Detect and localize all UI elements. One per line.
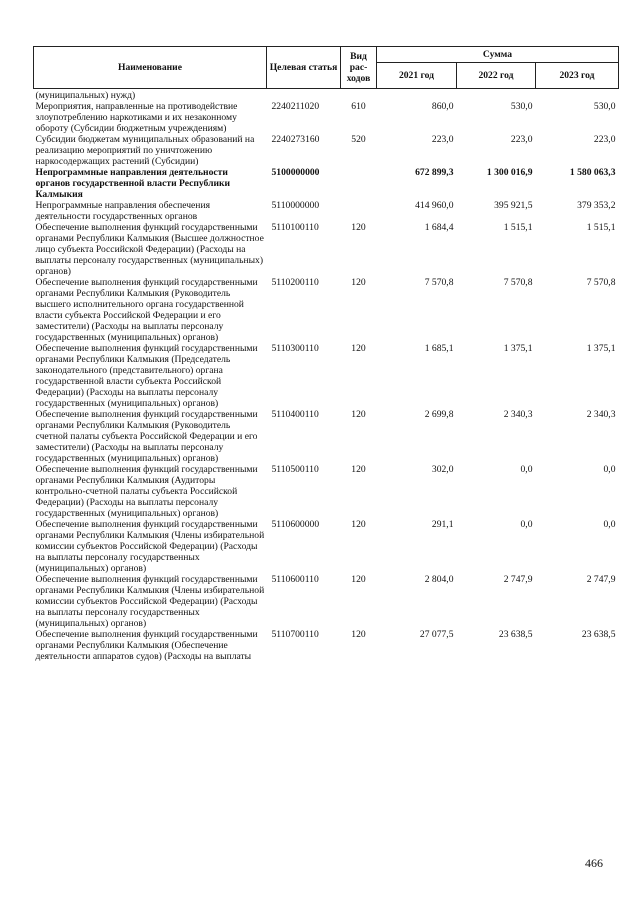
row-name: (муниципальных) нужд) [35,90,136,101]
row-code: 5110400110 [271,409,319,420]
row-name: Обеспечение выполнения функций государственными органами Республики Калмыкия (Высшее должностное лицо субъекта Российской Федерации) (Расходы на выплаты персоналу государственных (муниципальных) органов) [35,222,264,277]
row-code: 5110300110 [271,343,319,354]
row-vid: 120 [351,464,366,475]
row-vid: 520 [351,134,366,145]
row-name: Субсидии бюджетам муниципальных образований на реализацию мероприятий по уничтожению наркосодержащих растений (Субсидии) [35,134,255,167]
table-row [34,222,619,277]
row-code: 5110500110 [271,464,319,475]
row-2022: 0,0 [520,519,533,530]
row-2021: 7 570,8 [424,277,454,288]
row-code: 2240211020 [271,101,320,112]
row-2023: 530,0 [593,101,616,112]
row-2022: 1 515,1 [503,222,533,233]
table-row [34,519,619,574]
table-row [34,629,619,662]
row-2021: 1 685,1 [424,343,454,354]
row-code: 5110200110 [271,277,319,288]
header-code: Целевая статья [267,47,341,89]
row-code: 5110600110 [271,574,319,585]
row-vid [341,200,377,222]
row-code: 5100000000 [271,167,320,178]
table-row [34,277,619,343]
row-2021 [377,89,457,102]
row-2021: 2 804,0 [424,574,454,585]
row-vid: 120 [351,222,366,233]
row-code: 5110600000 [271,519,320,530]
row-name: Непрограммные направления обеспечения деятельности государственных органов [35,200,210,222]
table-body [34,89,619,663]
row-vid [341,167,377,200]
row-2021: 860,0 [431,101,454,112]
page-number: 466 [585,856,603,870]
row-2021: 302,0 [431,464,454,475]
table-row [34,134,619,167]
row-2022: 1 300 016,9 [486,167,533,178]
row-name: Мероприятия, направленные на противодействие злоупотреблению наркотиками и их незаконному обороту (Субсидии бюджетным учреждениям) [35,101,238,134]
row-vid: 120 [351,277,366,288]
row-2023: 2 747,9 [586,574,616,585]
row-code: 2240273160 [271,134,320,145]
header-vid: Вид рас-ходов [341,47,377,89]
row-name: Обеспечение выполнения функций государственными органами Республики Калмыкия (Руководитель высшего исполнительного органа государственной власти субъекта Российской Федерации и его заместители) (Расходы на выплаты персоналу государственных (муниципальных) органов) [35,277,258,343]
row-2022: 23 638,5 [498,629,533,640]
row-2022: 2 340,3 [503,409,533,420]
row-name: Обеспечение выполнения функций государственными органами Республики Калмыкия (Члены избирательной комиссии субъектов Российской Федерации) (Расходы на выплаты персоналу государственных (муниципальных) органов) [35,519,265,574]
table-row [34,200,619,222]
budget-table-page [33,46,618,662]
row-vid: 610 [351,101,366,112]
row-name: Обеспечение выполнения функций государственными органами Республики Калмыкия (Аудиторы контрольно-счетной палаты субъекта Российской Федерации) (Расходы на выплаты персоналу государственных (муниципальных) органов) [35,464,258,519]
row-name: Обеспечение выполнения функций государственными органами Республики Калмыкия (Руководитель счетной палаты субъекта Российской Федерации и его заместители) (Расходы на выплаты персоналу государственных (муниципальных) органов) [35,409,258,464]
row-code [267,89,341,102]
table-row [34,409,619,464]
header-2021: 2021 год [377,63,457,89]
row-name: Обеспечение выполнения функций государственными органами Республики Калмыкия (Председатель законодательного (представительного) органа государственной власти субъекта Российской Федерации) (Расходы на выплаты персоналу государственных (муниципальных) органов) [35,343,258,409]
row-2021: 291,1 [431,519,454,530]
row-2022: 2 747,9 [503,574,533,585]
row-2021: 223,0 [431,134,454,145]
row-vid: 120 [351,343,366,354]
row-2023: 7 570,8 [586,277,616,288]
row-vid: 120 [351,409,366,420]
row-2023: 2 340,3 [586,409,616,420]
row-code: 5110100110 [271,222,319,233]
row-2023: 1 375,1 [586,343,616,354]
row-vid: 120 [351,574,366,585]
row-name: Обеспечение выполнения функций государственными органами Республики Калмыкия (Члены избирательной комиссии субъектов Российской Федерации) (Расходы на выплаты персоналу государственных (муниципальных) органов) [35,574,265,629]
header-name: Наименование [34,47,267,89]
header-2023: 2023 год [536,63,619,89]
row-2022: 530,0 [510,101,533,112]
row-2022: 1 375,1 [503,343,533,354]
row-vid [341,89,377,102]
row-2023: 0,0 [603,519,616,530]
header-sum: Сумма [377,47,619,63]
row-2023: 23 638,5 [581,629,616,640]
table-row [34,101,619,134]
row-vid: 120 [351,519,366,530]
row-2023: 379 353,2 [577,200,616,211]
row-2022: 0,0 [520,464,533,475]
table-row [34,574,619,629]
row-2022: 223,0 [510,134,533,145]
row-2022: 395 921,5 [494,200,533,211]
row-code: 5110000000 [271,200,320,211]
budget-table [33,46,619,662]
row-2021: 414 960,0 [415,200,454,211]
header-2022: 2022 год [457,63,536,89]
row-name: Обеспечение выполнения функций государственными органами Республики Калмыкия (Обеспечение деятельности аппаратов судов) (Расходы на выплаты [35,629,258,662]
row-2021: 1 684,4 [424,222,454,233]
row-2022: 7 570,8 [503,277,533,288]
table-row [34,89,619,102]
row-2023: 0,0 [603,464,616,475]
row-2021: 2 699,8 [424,409,454,420]
row-2022 [457,89,536,102]
row-2023: 223,0 [593,134,616,145]
row-name: Непрограммные направления деятельности органов государственной власти Республики Калмыкия [35,167,231,200]
row-vid: 120 [351,629,366,640]
row-2023: 1 515,1 [586,222,616,233]
table-row [34,167,619,200]
row-2021: 672 899,3 [415,167,454,178]
row-2021: 27 077,5 [419,629,454,640]
table-row [34,464,619,519]
row-2023 [536,89,619,102]
row-code: 5110700110 [271,629,319,640]
table-row [34,343,619,409]
row-2023: 1 580 063,3 [569,167,616,178]
